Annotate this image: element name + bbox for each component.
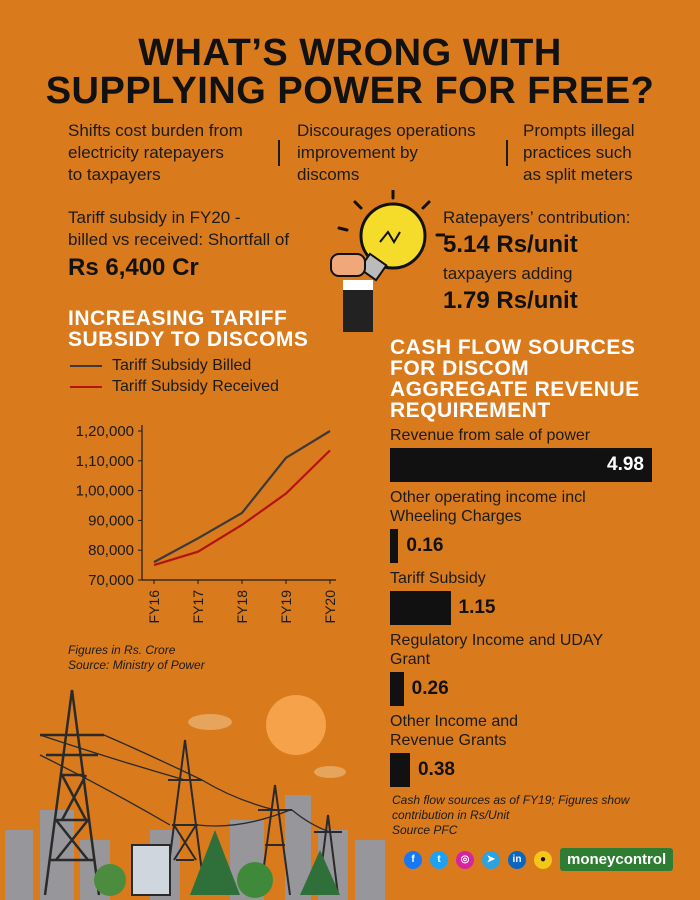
lightbulb-icon	[325, 190, 445, 335]
line-chart-notes: Figures in Rs. Crore Source: Ministry of Power	[68, 643, 205, 672]
bar-item	[390, 712, 660, 787]
title-line-2: SUPPLYING POWER FOR FREE?	[45, 70, 655, 112]
footer	[404, 848, 673, 871]
title-line-1: WHAT’S WRONG WITH	[138, 32, 562, 74]
y-tick-label: 1,00,000	[75, 482, 134, 500]
bar-item	[390, 631, 660, 706]
bar-item	[390, 488, 660, 563]
bar-row	[390, 529, 660, 563]
line-chart-title: INCREASING TARIFF SUBSIDY TO DISCOMS	[68, 307, 309, 351]
taxpayers-label: taxpayers adding	[443, 264, 573, 283]
bar-row	[390, 448, 660, 482]
twitter-icon[interactable]: t	[430, 851, 448, 869]
bar	[390, 753, 410, 787]
bar-category-label	[390, 488, 660, 526]
shortfall-label-2: billed vs received: Shortfall of	[68, 230, 290, 249]
shortfall-label-1: Tariff subsidy in FY20 -	[68, 208, 241, 227]
bar-row	[390, 753, 660, 787]
bar-category-label-line: Revenue from sale of power	[390, 427, 591, 444]
line-chart	[60, 415, 350, 640]
x-tick-label: FY17	[190, 590, 206, 624]
legend-item-billed: Tariff Subsidy Billed	[70, 357, 279, 375]
contribution-block	[443, 207, 630, 315]
bar-category-label-line: Regulatory Income and UDAY	[390, 632, 604, 649]
divider	[278, 140, 280, 166]
bar-category-label-line: Other Income and	[390, 713, 519, 730]
x-tick-label: FY20	[322, 590, 338, 624]
telegram-icon[interactable]: ➤	[482, 851, 500, 869]
bar-item	[390, 569, 660, 625]
koo-icon[interactable]: ●	[534, 851, 552, 869]
taxpayers-value: 1.79 Rs/unit	[443, 287, 578, 314]
bar-row	[390, 591, 660, 625]
cloud-icon	[314, 766, 346, 778]
x-tick-label: FY19	[278, 590, 294, 624]
divider	[506, 140, 508, 166]
ratepayers-value: 5.14 Rs/unit	[443, 231, 578, 258]
bar-category-label-line: Revenue Grants	[390, 732, 507, 749]
power-lines-illustration	[0, 680, 390, 900]
ratepayers-label: Ratepayers’ contribution:	[443, 208, 631, 227]
bar-category-label-line: Grant	[390, 651, 431, 668]
point-illegal-practices: Prompts illegal practices such as split meters	[523, 121, 635, 184]
bar-value-label: 1.15	[458, 597, 496, 618]
y-tick-label: 1,10,000	[75, 452, 134, 470]
legend-swatch-billed	[70, 365, 102, 367]
bar	[390, 529, 398, 563]
linkedin-icon[interactable]: in	[508, 851, 526, 869]
bar-chart-notes: Cash flow sources as of FY19; Figures show contribution in Rs/Unit Source PFC	[392, 793, 630, 837]
brand-logo[interactable]: moneycontrol	[560, 848, 673, 871]
bar-category-label	[390, 569, 660, 588]
bar-row	[390, 672, 660, 706]
bar	[390, 672, 404, 706]
facebook-icon[interactable]: f	[404, 851, 422, 869]
y-tick-label: 70,000	[88, 572, 134, 589]
bar-category-label-line: Tariff Subsidy	[390, 570, 486, 587]
bar-category-label-line: Wheeling Charges	[390, 508, 522, 525]
bar-value-label: 4.98	[607, 454, 644, 475]
bar-item	[390, 426, 660, 482]
bar-category-label	[390, 712, 660, 750]
bar-category-label-line: Other operating income incl	[390, 489, 586, 506]
bar-category-label	[390, 631, 660, 669]
bar-chart	[390, 426, 660, 786]
bar-value-label: 0.26	[411, 678, 449, 699]
page-title	[0, 34, 700, 110]
bar-value-label: 0.16	[406, 535, 444, 556]
point-discourages-improvement: Discourages operations improvement by discoms	[297, 121, 476, 184]
y-tick-label: 90,000	[88, 512, 134, 530]
x-tick-label: FY16	[146, 590, 162, 624]
y-tick-label: 80,000	[88, 542, 134, 560]
bar	[390, 448, 652, 482]
instagram-icon[interactable]: ◎	[456, 851, 474, 869]
shortfall-block	[68, 207, 289, 282]
series-line-billed	[154, 431, 330, 562]
bar-chart-title: CASH FLOW SOURCES FOR DISCOM AGGREGATE REVENUE REQUIREMENT	[390, 336, 640, 422]
y-tick-label: 1,20,000	[75, 423, 134, 440]
bar-value-label: 0.38	[417, 759, 455, 780]
bar	[390, 591, 451, 625]
bar-category-label	[390, 426, 660, 445]
shortfall-value: Rs 6,400 Cr	[68, 254, 199, 281]
legend-item-received: Tariff Subsidy Received	[70, 378, 279, 396]
line-chart-legend	[70, 357, 279, 396]
cloud-icon	[188, 714, 232, 730]
legend-swatch-received	[70, 386, 102, 388]
transformer-icon	[132, 845, 170, 895]
point-cost-burden: Shifts cost burden from electricity ratepayers to taxpayers	[68, 121, 243, 184]
x-tick-label: FY18	[234, 590, 250, 624]
sun-icon	[266, 695, 326, 755]
